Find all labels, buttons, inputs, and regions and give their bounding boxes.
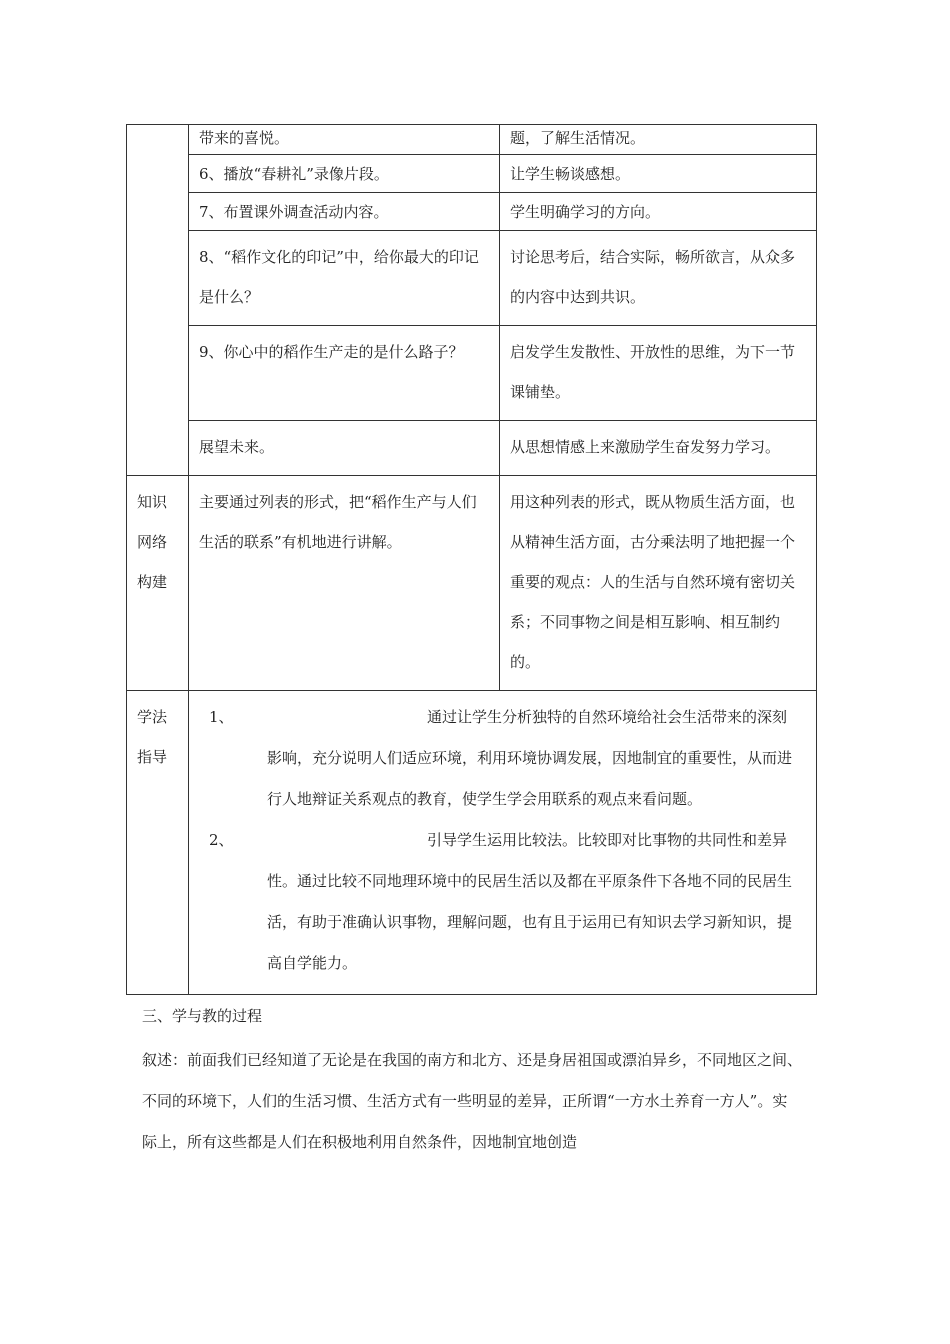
table-cell: 从思想情感上来激励学生奋发努力学习。 <box>500 421 817 476</box>
table-row-knowledge <box>127 476 817 691</box>
table-cell: 学生明确学习的方向。 <box>500 193 817 231</box>
table-row <box>127 155 817 193</box>
table-cell: 展望未来。 <box>189 421 500 476</box>
list-item: 2、 引导学生运用比较法。比较即对比事物的共同性和差异性。通过比较不同地理环境中的民居生活以及都在平原条件下各地不同的民居生活，有助于准确认识事物，理解问题，也有且于运用已有知识去学习新知识，提高自学能力。 <box>209 831 793 972</box>
table-cell: 8、“稻作文化的印记”中，给你最大的印记是什么？ <box>189 231 500 326</box>
row-label-method: 学法指导 <box>127 691 189 995</box>
table-cell: 用这种列表的形式，既从物质生活方面，也从精神生活方面，古分乘法明了地把握一个重要的观点：人的生活与自然环境有密切关系；不同事物之间是相互影响、相互制约的。 <box>500 476 817 691</box>
section-heading: 三、学与教的过程 <box>142 1007 263 1025</box>
table-cell: 7、布置课外调查活动内容。 <box>189 193 500 231</box>
table-cell: 9、你心中的稻作生产走的是什么路子？ <box>189 326 500 421</box>
table-row <box>127 421 817 476</box>
method-cell <box>189 691 817 995</box>
table-row <box>127 193 817 231</box>
list-item: 1、 通过让学生分析独特的自然环境给社会生活带来的深刻影响，充分说明人们适应环境，利用环境协调发展，因地制宜的重要性，从而进行人地辩证关系观点的教育，使学生学会用联系的观点来看问题。 <box>209 708 793 808</box>
table-cell: 6、播放“春耕礼”录像片段。 <box>189 155 500 193</box>
table-cell: 主要通过列表的形式，把“稻作生产与人们生活的联系”有机地进行讲解。 <box>189 476 500 691</box>
table-cell: 让学生畅谈感想。 <box>500 155 817 193</box>
table-cell: 讨论思考后，结合实际，畅所欲言，从众多的内容中达到共识。 <box>500 231 817 326</box>
row-label-knowledge: 知识网络构建 <box>127 476 189 691</box>
table-row <box>127 125 817 155</box>
table-cell: 带来的喜悦。 <box>189 125 500 155</box>
blank-category-cell <box>127 125 189 476</box>
table-cell: 启发学生发散性、开放性的思维，为下一节课铺垫。 <box>500 326 817 421</box>
table-row <box>127 231 817 326</box>
narrative-paragraph: 叙述：前面我们已经知道了无论是在我国的南方和北方、还是身居祖国或漂泊异乡，不同地区之间、不同的环境下，人们的生活习惯、生活方式有一些明显的差异，正所谓“一方水土养育一方人”。实际上，所有这些都是人们在积极地利用自然条件，因地制宜地创造 <box>142 1051 803 1151</box>
lesson-plan-table <box>126 124 817 995</box>
table-cell: 题，了解生活情况。 <box>500 125 817 155</box>
table-row <box>127 326 817 421</box>
table-row-method <box>127 691 817 995</box>
